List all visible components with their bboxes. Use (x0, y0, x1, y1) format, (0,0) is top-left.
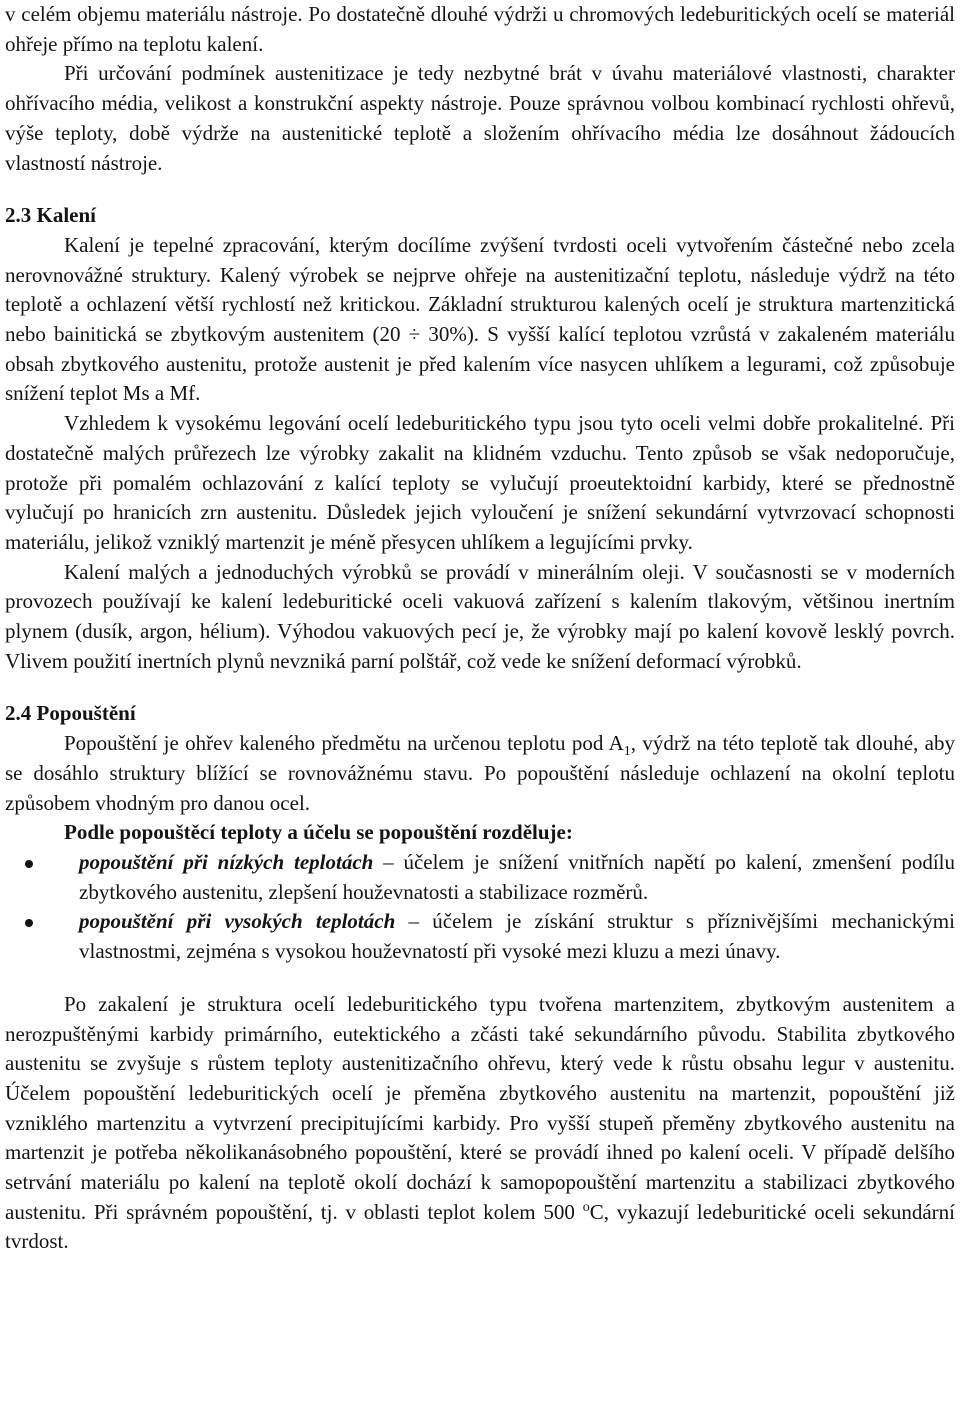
bullet-term: popouštění při vysokých teplotách (79, 909, 396, 934)
popousteni-bullet-list (5, 848, 955, 967)
bullet-icon (25, 919, 33, 927)
popousteni-paragraph-1 (5, 729, 955, 818)
intro-paragraph-1: v celém objemu materiálu nástroje. Po dostatečně dlouhé výdrži u chromových ledeburitických ocelí se materiál ohřeje přímo na teplotu kalení. (5, 2, 955, 56)
bullet-icon (25, 860, 33, 868)
bullet-text: – účelem je získání struktur s příznivějšími mechanickými vlastnostmi, zejména s vysokou houževnatostí při vysoké mezi kluzu a mezi únavy. (79, 909, 955, 964)
kaleni-paragraph-3: Kalení malých a jednoduchých výrobků se provádí v minerálním oleji. V současnosti se v moderních provozech používají ke kalení ledeburitické oceli vakuová zařízení s kalením tlakovým, většinou inertním plynem (dusík, argon, hélium). Výhodou vakuových pecí je, že výrobky mají po kalení kovově lesklý povrch. Vlivem použití inertních plynů nevzniká parní polštář, což vede ke snížení deformací výrobků. (5, 559, 955, 673)
popousteni-p1-text-after: , výdrž na této teplotě tak dlouhé, aby se dosáhlo struktury blížící se rovnovážnému stavu. Po popouštění následuje ochlazení na okolní teplotu způsobem vhodným pro danou ocel. (5, 731, 955, 815)
section-heading-popousteni: 2.4 Popouštění (5, 701, 136, 726)
degree-superscript: o (582, 1199, 590, 1215)
bullet-item (5, 848, 955, 907)
popousteni-p1-text-before: Popouštění je ohřev kaleného předmětu na určenou teplotu pod A (64, 731, 624, 756)
bullet-text: – účelem je snížení vnitřních napětí po kalení, zmenšení podílu zbytkového austenitu, zlepšení houževnatosti a stabilizace rozměrů. (79, 849, 956, 904)
section-heading-kaleni: 2.3 Kalení (5, 203, 97, 228)
popousteni-p2-text-before: Po zakalení je struktura ocelí ledeburitického typu tvořena martenzitem, zbytkovým austenitem a nerozpuštěnými karbidy primárního, eutektického a zčásti také sekundárního původu. Stabilita zbytkového austenitu se zvyšuje s růstem teploty austenitizačního ohřevu, který vede k růstu obsahu legur v austenitu. Účelem popouštění ledeburitických ocelí je přeměna zbytkového austenitu na martenzit, popouštění již vzniklého martenzitu a vytvrzení precipitujícími karbidy. Pro vyšší stupeň přeměny zbytkového austenitu na martenzit je potřeba několikanásobného popouštění, které se provádí ihned po kalení oceli. V případě delšího setrvání materiálu po kalení na teplotě okolí dochází k samopopouštění martenzitu a stabilizaci zbytkového austenitu. Při správném popouštění, tj. v oblasti teplot kolem 500 (5, 991, 955, 1224)
popousteni-p1-subscript: 1 (623, 744, 631, 760)
popousteni-lead-bold: Podle popouštěcí teploty a účelu se popouštění rozděluje: (64, 820, 573, 845)
kaleni-paragraph-1: Kalení je tepelné zpracování, kterým docílíme zvýšení tvrdosti oceli vytvořením částečné nebo zcela nerovnovážné struktury. Kalený výrobek se nejprve ohřeje na austenitizační teplotu, následuje výdrž na této teplotě a ochlazení větší rychlostí než kritickou. Základní strukturou kalených ocelí je struktura martenzitická nebo bainitická se zbytkovým austenitem (20 ÷ 30%). S vyšší kalící teplotou vzrůstá v zakaleném materiálu obsah zbytkového austenitu, protože austenit je před kalením více nasycen uhlíkem a legurami, což způsobuje snížení teplot Ms a Mf. (5, 232, 955, 406)
bullet-item (5, 907, 955, 966)
popousteni-p2-text-after: C, vykazují ledeburitické oceli sekundární tvrdost. (5, 1199, 955, 1254)
bullet-term: popouštění při nízkých teplotách (79, 849, 374, 874)
kaleni-paragraph-2: Vzhledem k vysokému legování ocelí ledeburitického typu jsou tyto oceli velmi dobře prokalitelné. Při dostatečně malých průřezech lze výrobky zakalit na klidném vzduchu. Tento způsob se však nedoporučuje, protože při pomalém ochlazování z kalící teploty se vylučují proeutektoidní karbidy, které se přednostně vylučují po hranicích zrn austenitu. Důsledek jejich vyloučení je snížení sekundární vytvrzovací schopnosti materiálu, jelikož vzniklý martenzit je méně přesycen uhlíkem a legujícími prvky. (5, 411, 955, 554)
document-page (5, 0, 955, 1257)
intro-paragraph-2: Při určování podmínek austenitizace je tedy nezbytné brát v úvahu materiálové vlastnosti, charakter ohřívacího média, velikost a konstrukční aspekty nástroje. Pouze správnou volbou kombinací rychlosti ohřevů, výše teploty, době výdrže na austenitické teplotě a složením ohřívacího média lze dosáhnout žádoucích vlastností nástroje. (5, 61, 955, 175)
popousteni-paragraph-2 (5, 990, 955, 1257)
